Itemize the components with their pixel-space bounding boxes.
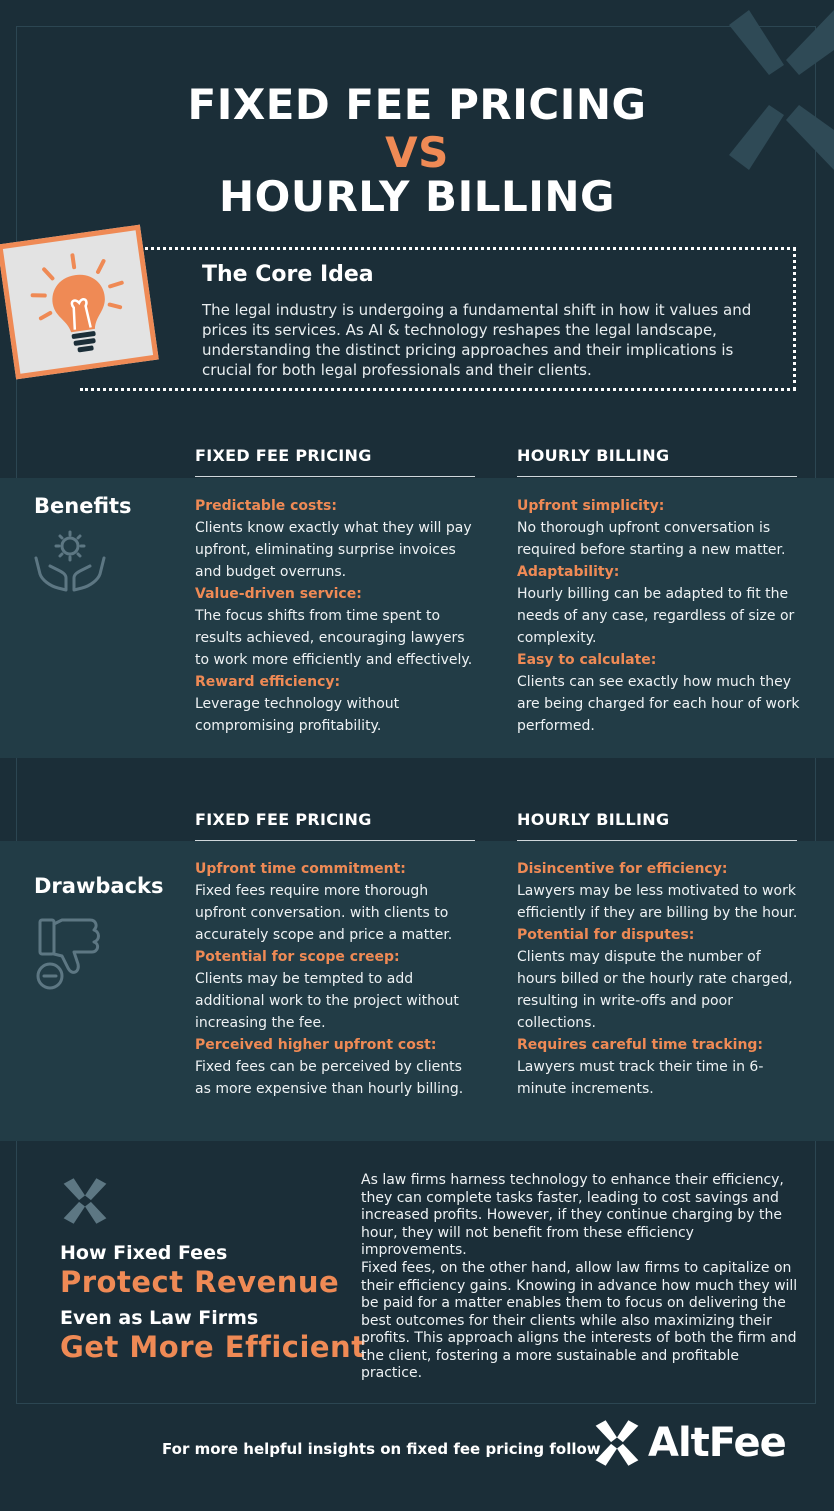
- benefits-hourly-head: HOURLY BILLING: [517, 446, 797, 477]
- logo-wordmark: AltFee: [648, 1420, 786, 1466]
- title-line-1: FIXED FEE PRICING: [187, 80, 647, 129]
- benefit-fixed-1-heading: Predictable costs:: [195, 498, 337, 514]
- revenue-line-2: Protect Revenue: [60, 1265, 340, 1299]
- benefits-hourly-list: [517, 495, 802, 737]
- core-idea-heading: The Core Idea: [202, 262, 374, 287]
- benefit-fixed-3-text: Leverage technology without compromising profitability.: [195, 696, 400, 734]
- hands-gear-icon: [32, 530, 108, 594]
- drawbacks-label: Drawbacks: [34, 874, 164, 898]
- revenue-line-3: Even as Law Firms: [60, 1307, 259, 1329]
- drawbacks-hourly-head: HOURLY BILLING: [517, 810, 797, 841]
- drawbacks-hourly-list: [517, 858, 802, 1100]
- altfee-mark-icon: [592, 1420, 642, 1466]
- benefit-hourly-1-heading: Upfront simplicity:: [517, 498, 665, 514]
- drawback-hourly-3-text: Lawyers must track their time in 6-minute increments.: [517, 1059, 764, 1097]
- drawback-hourly-1-heading: Disincentive for efficiency:: [517, 861, 728, 877]
- title-vs: VS: [385, 128, 449, 177]
- revenue-paragraph-2: Fixed fees, on the other hand, allow law firms to capitalize on their efficiency gains. Knowing in advance how much they will be paid for a matter enables them to focus on delivering the best outcomes for their clients while also maximizing their profits. This approach aligns the interests of both the firm and the client, fostering a more sustainable and profitable practice.: [361, 1260, 798, 1381]
- lightbulb-icon: [22, 244, 136, 365]
- lightbulb-card: [0, 225, 159, 380]
- drawback-fixed-3-heading: Perceived higher upfront cost:: [195, 1037, 437, 1053]
- thumbs-down-icon: [34, 914, 104, 992]
- benefits-fixed-head: FIXED FEE PRICING: [195, 446, 475, 477]
- drawback-hourly-2-heading: Potential for disputes:: [517, 927, 695, 943]
- benefit-fixed-3-heading: Reward efficiency:: [195, 674, 341, 690]
- drawback-fixed-1-text: Fixed fees require more thorough upfront conversation. with clients to accurately scope and price a matter.: [195, 883, 453, 943]
- benefit-hourly-1-text: No thorough upfront conversation is required before starting a new matter.: [517, 520, 786, 558]
- revenue-line-4: Get More Efficient: [60, 1330, 366, 1364]
- revenue-line-1: How Fixed Fees: [60, 1242, 228, 1264]
- footer-text: For more helpful insights on fixed fee pricing follow: [162, 1440, 601, 1458]
- drawback-fixed-2-text: Clients may be tempted to add additional work to the project without increasing the fee.: [195, 971, 459, 1031]
- altfee-logo[interactable]: [592, 1420, 786, 1466]
- title-line-3: HOURLY BILLING: [219, 172, 615, 221]
- benefit-hourly-3-text: Clients can see exactly how much they are being charged for each hour of work performed.: [517, 674, 800, 734]
- benefit-hourly-3-heading: Easy to calculate:: [517, 652, 657, 668]
- drawbacks-fixed-list: [195, 858, 480, 1100]
- benefits-label: Benefits: [34, 494, 132, 518]
- altfee-mark-icon: [60, 1178, 110, 1224]
- benefit-fixed-1-text: Clients know exactly what they will pay upfront, eliminating surprise invoices and budget overruns.: [195, 520, 472, 580]
- core-idea-text: The legal industry is undergoing a fundamental shift in how it values and prices its services. As AI & technology reshapes the legal landscape, understanding the distinct pricing approaches and their implications is crucial for both legal professionals and their clients.: [202, 301, 752, 379]
- drawback-fixed-3-text: Fixed fees can be perceived by clients as more expensive than hourly billing.: [195, 1059, 464, 1097]
- benefit-fixed-2-heading: Value-driven service:: [195, 586, 362, 602]
- benefit-hourly-2-text: Hourly billing can be adapted to fit the needs of any case, regardless of size or complexity.: [517, 586, 795, 646]
- drawbacks-fixed-head: FIXED FEE PRICING: [195, 810, 475, 841]
- revenue-paragraph-1: As law firms harness technology to enhance their efficiency, they can complete tasks faster, leading to cost savings and increased profits. However, if they continue charging by the hour, they will not benefit from these efficiency improvements.: [361, 1172, 784, 1258]
- benefits-fixed-list: [195, 495, 480, 737]
- drawback-fixed-1-heading: Upfront time commitment:: [195, 861, 406, 877]
- drawback-hourly-1-text: Lawyers may be less motivated to work efficiently if they are billing by the hour.: [517, 883, 798, 921]
- benefit-hourly-2-heading: Adaptability:: [517, 564, 620, 580]
- benefit-fixed-2-text: The focus shifts from time spent to results achieved, encouraging lawyers to work more efficiently and effectively.: [195, 608, 473, 668]
- drawback-hourly-2-text: Clients may dispute the number of hours billed or the hourly rate charged, resulting in write-offs and poor collections.: [517, 949, 793, 1031]
- drawback-fixed-2-heading: Potential for scope creep:: [195, 949, 400, 965]
- drawback-hourly-3-heading: Requires careful time tracking:: [517, 1037, 764, 1053]
